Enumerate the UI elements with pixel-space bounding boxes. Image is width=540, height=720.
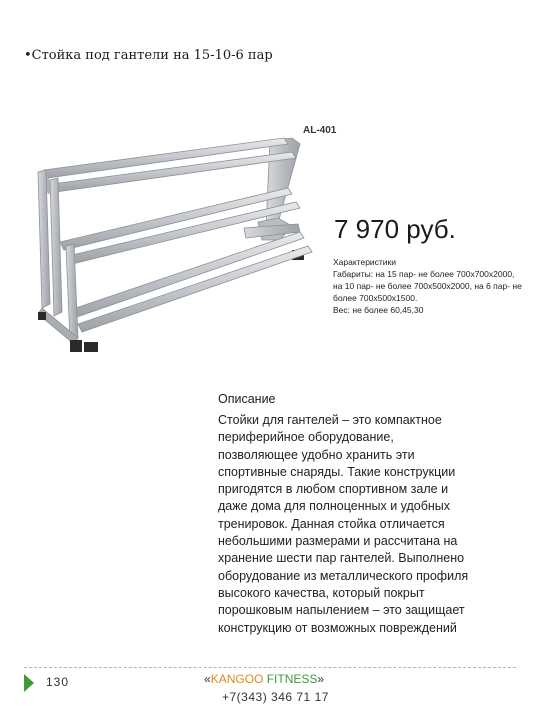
description-body	[218, 412, 486, 637]
description-line: оборудование из металлического профиля	[218, 568, 469, 583]
phone-number: +7(343) 346 71 17	[222, 690, 329, 704]
specs-heading: Характеристики	[333, 257, 397, 267]
description-line: позволяющее удобно хранить эти	[218, 447, 415, 462]
description-line: небольшими размерами и рассчитана на	[218, 534, 458, 549]
brand-name	[204, 672, 324, 686]
footer-divider	[24, 667, 516, 668]
brand-part-fitness: FITNESS	[266, 672, 318, 686]
specs-line: более 700х500х1500.	[333, 293, 418, 303]
specs-line: на 10 пар- не более 700х500х2000, на 6 пар- не	[333, 281, 522, 291]
product-image	[30, 132, 330, 362]
specs-line: Габариты: на 15 пар- не более 700х700х2000,	[333, 269, 515, 279]
description-heading: Описание	[218, 392, 276, 406]
description-line: пригодятся в любом спортивном зале и	[218, 482, 449, 497]
description-line: тренировок. Данная стойка отличается	[218, 516, 445, 531]
description-line: спортивные снаряды. Такие конструкции	[218, 464, 456, 479]
brand-open-quote: «	[204, 672, 211, 686]
price: 7 970 руб.	[334, 214, 456, 244]
page-number: 130	[46, 675, 70, 689]
brand-part-kangoo: KANGOO	[210, 672, 267, 686]
model-code: AL-401	[303, 125, 337, 136]
description-line: Стойки для гантелей – это компактное	[218, 413, 442, 427]
description-line: хранение шести пар гантелей. Выполнено	[218, 551, 465, 566]
page-title: •Стойка под гантели на 15-10-6 пар	[24, 48, 273, 63]
brand-close-quote: »	[317, 672, 325, 686]
description-line: порошковым напылением – это защищает	[218, 603, 465, 618]
specs-line: Вес: не более 60,45,30	[333, 305, 424, 315]
description-line: конструкцию от возможных повреждений	[218, 620, 457, 635]
description-line: высокого качества, который покрыт	[218, 585, 425, 600]
description-line: периферийное оборудование,	[218, 430, 394, 445]
specifications-block	[333, 256, 538, 316]
description-line: даже дома для полноценных и удобных	[218, 499, 451, 514]
footer-arrow-icon	[24, 674, 34, 692]
